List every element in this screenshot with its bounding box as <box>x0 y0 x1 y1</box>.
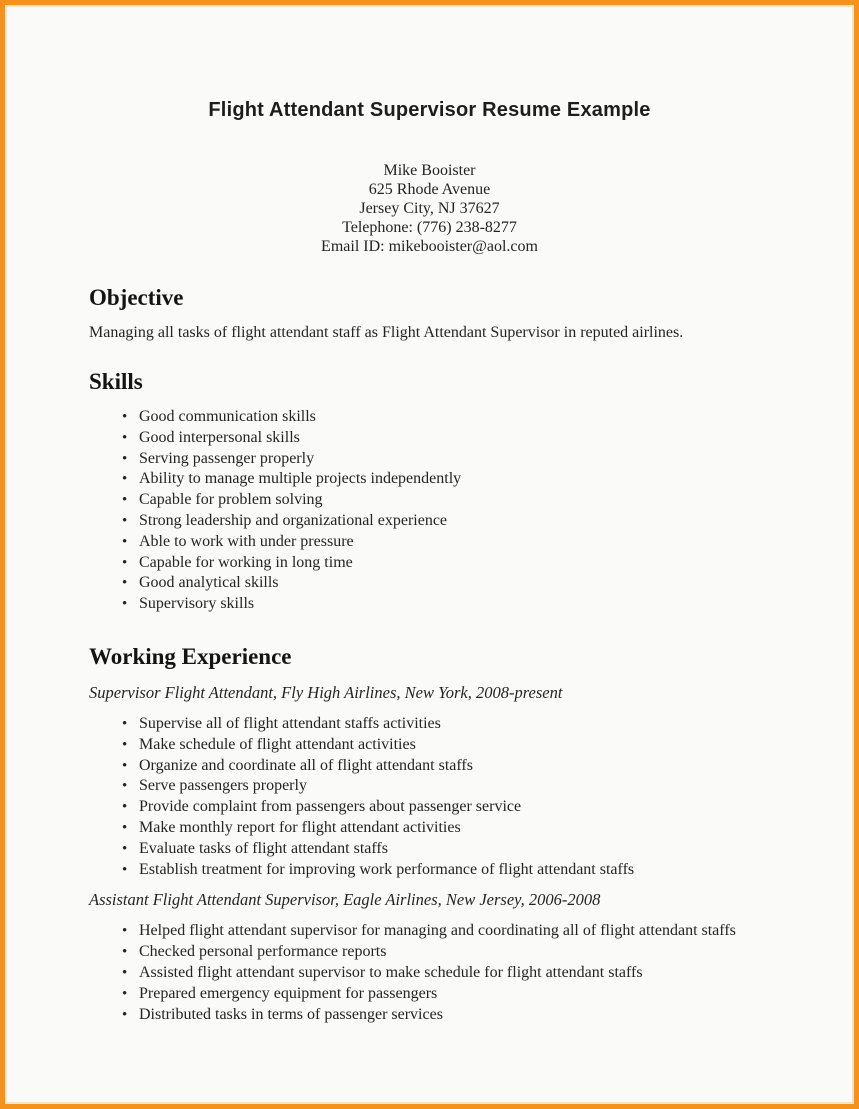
skill-item: • Ability to manage multiple projects independently <box>89 469 770 490</box>
objective-text: Managing all tasks of flight attendant staff as Flight Attendant Supervisor in reputed airlines. <box>89 324 684 341</box>
skill-item: • Supervisory skills <box>89 594 770 615</box>
contact-address-line1: 625 Rhode Avenue <box>368 181 491 198</box>
skill-item: • Good communication skills <box>89 407 770 428</box>
skill-item: • Capable for working in long time <box>89 553 770 574</box>
duty-item: • Prepared emergency equipment for passengers <box>89 984 770 1005</box>
resume-content <box>5 99 854 1025</box>
duty-item: • Organize and coordinate all of flight attendant staffs <box>89 756 770 777</box>
duty-item: • Make monthly report for flight attendant activities <box>89 818 770 839</box>
duty-item: • Assisted flight attendant supervisor to make schedule for flight attendant staffs <box>89 963 770 984</box>
job-title: Assistant Flight Attendant Supervisor, Eagle Airlines, New Jersey, 2006-2008 <box>89 890 601 910</box>
contact-name: Mike Booister <box>383 162 476 179</box>
skills-heading: Skills <box>89 369 143 394</box>
skill-item: • Good analytical skills <box>89 573 770 594</box>
duty-item: • Distributed tasks in terms of passenger services <box>89 1005 770 1026</box>
skill-item: • Strong leadership and organizational experience <box>89 511 770 532</box>
duty-item: • Evaluate tasks of flight attendant staffs <box>89 839 770 860</box>
skill-item: • Capable for problem solving <box>89 490 770 511</box>
skills-list <box>89 407 770 615</box>
duty-item: • Establish treatment for improving work performance of flight attendant staffs <box>89 860 770 881</box>
duty-item: • Checked personal performance reports <box>89 942 770 963</box>
duty-item: • Helped flight attendant supervisor for managing and coordinating all of flight attendant staffs <box>89 921 770 942</box>
skill-item: • Good interpersonal skills <box>89 428 770 449</box>
job-duties-list <box>89 921 770 1025</box>
experience-heading: Working Experience <box>89 643 292 669</box>
page-title: Flight Attendant Supervisor Resume Example <box>208 99 651 121</box>
duty-item: • Supervise all of flight attendant staffs activities <box>89 714 770 735</box>
job-duties-list <box>89 714 770 880</box>
duty-item: • Provide complaint from passengers about passenger service <box>89 797 770 818</box>
contact-email: Email ID: mikebooister@aol.com <box>321 238 538 255</box>
skill-item: • Able to work with under pressure <box>89 532 770 553</box>
duty-item: • Serve passengers properly <box>89 776 770 797</box>
contact-address-line2: Jersey City, NJ 37627 <box>359 200 500 217</box>
duty-item: • Make schedule of flight attendant activities <box>89 735 770 756</box>
contact-block <box>89 161 770 256</box>
skill-item: • Serving passenger properly <box>89 449 770 470</box>
contact-telephone: Telephone: (776) 238-8277 <box>342 219 517 236</box>
job-title: Supervisor Flight Attendant, Fly High Airlines, New York, 2008-present <box>89 682 563 702</box>
objective-heading: Objective <box>89 285 184 310</box>
